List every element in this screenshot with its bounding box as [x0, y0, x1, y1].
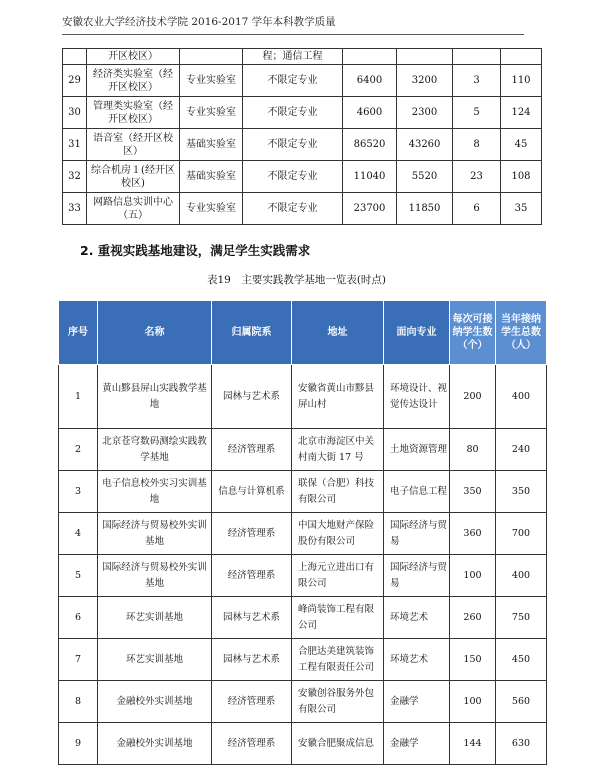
lab-cell-hours: 124 — [501, 97, 542, 129]
base-cell-no: 7 — [59, 639, 98, 681]
lab-cell-count — [453, 49, 501, 65]
base-cell-per: 80 — [450, 429, 496, 471]
base-cell-no: 3 — [59, 471, 98, 513]
base-cell-dept: 园林与艺术系 — [212, 365, 292, 429]
base-cell-major: 电子信息工程 — [384, 471, 450, 513]
lab-cell-hours: 35 — [501, 193, 542, 225]
base-cell-per: 200 — [450, 365, 496, 429]
header-addr: 地址 — [292, 301, 384, 365]
lab-cell-major: 不限定专业 — [243, 129, 343, 161]
base-cell-major: 环境艺术 — [384, 639, 450, 681]
base-cell-no: 6 — [59, 597, 98, 639]
base-row — [59, 471, 547, 513]
table-caption: 表19 主要实践教学基地一览表(时点) — [206, 274, 387, 286]
labs-table — [62, 48, 542, 225]
base-row — [59, 597, 547, 639]
base-cell-addr: 中国大地财产保险股份有限公司 — [292, 513, 384, 555]
base-cell-no: 8 — [59, 681, 98, 723]
base-cell-total: 400 — [496, 555, 547, 597]
lab-cell-type — [180, 49, 243, 65]
lab-cell-area: 6400 — [343, 65, 397, 97]
lab-cell-major: 程；通信工程 — [243, 49, 343, 65]
lab-cell-count: 6 — [453, 193, 501, 225]
base-cell-total: 350 — [496, 471, 547, 513]
base-cell-dept: 园林与艺术系 — [212, 597, 292, 639]
base-cell-dept: 园林与艺术系 — [212, 639, 292, 681]
base-cell-name: 国际经济与贸易校外实训基地 — [98, 513, 212, 555]
lab-cell-hours — [501, 49, 542, 65]
base-cell-dept: 经济管理系 — [212, 429, 292, 471]
lab-cell-type: 基础实验室 — [180, 161, 243, 193]
base-cell-no: 1 — [59, 365, 98, 429]
lab-cell-type: 专业实验室 — [180, 65, 243, 97]
lab-row — [63, 193, 542, 225]
base-cell-per: 350 — [450, 471, 496, 513]
lab-cell-count: 5 — [453, 97, 501, 129]
base-cell-name: 国际经济与贸易校外实训基地 — [98, 555, 212, 597]
base-row — [59, 365, 547, 429]
base-cell-dept: 经济管理系 — [212, 723, 292, 765]
lab-cell-value: 5520 — [397, 161, 453, 193]
lab-cell-major: 不限定专业 — [243, 97, 343, 129]
lab-row — [63, 161, 542, 193]
base-cell-major: 环境艺术 — [384, 597, 450, 639]
base-cell-dept: 经济管理系 — [212, 513, 292, 555]
lab-cell-no: 33 — [63, 193, 87, 225]
base-cell-total: 630 — [496, 723, 547, 765]
lab-row — [63, 49, 542, 65]
lab-cell-type: 基础实验室 — [180, 129, 243, 161]
lab-cell-major: 不限定专业 — [243, 193, 343, 225]
base-cell-addr: 北京市海淀区中关村南大街 17 号 — [292, 429, 384, 471]
base-row — [59, 639, 547, 681]
base-cell-name: 金融校外实训基地 — [98, 681, 212, 723]
base-cell-major: 国际经济与贸易 — [384, 513, 450, 555]
base-cell-per: 144 — [450, 723, 496, 765]
base-cell-major: 金融学 — [384, 681, 450, 723]
lab-cell-name: 经济类实验室（经开区校区） — [87, 65, 180, 97]
base-cell-total: 400 — [496, 365, 547, 429]
lab-cell-name: 语音室（经开区校区） — [87, 129, 180, 161]
lab-cell-value: 3200 — [397, 65, 453, 97]
base-cell-addr: 安徽合肥聚成信息 — [292, 723, 384, 765]
base-cell-addr: 上海元立进出口有限公司 — [292, 555, 384, 597]
lab-row — [63, 65, 542, 97]
base-cell-major: 国际经济与贸易 — [384, 555, 450, 597]
lab-cell-major: 不限定专业 — [243, 161, 343, 193]
base-cell-name: 电子信息校外实习实训基地 — [98, 471, 212, 513]
base-cell-name: 北京苍穹数码测绘实践教学基地 — [98, 429, 212, 471]
base-cell-name: 环艺实训基地 — [98, 597, 212, 639]
base-cell-no: 5 — [59, 555, 98, 597]
lab-row — [63, 129, 542, 161]
base-cell-per: 360 — [450, 513, 496, 555]
base-cell-addr: 安徽省黄山市黟县屏山村 — [292, 365, 384, 429]
lab-cell-name: 管理类实验室（经开区校区） — [87, 97, 180, 129]
base-cell-addr: 合肥达美建筑装饰工程有限责任公司 — [292, 639, 384, 681]
lab-cell-major: 不限定专业 — [243, 65, 343, 97]
base-cell-total: 700 — [496, 513, 547, 555]
header-major: 面向专业 — [384, 301, 450, 365]
lab-cell-area — [343, 49, 397, 65]
lab-cell-no: 30 — [63, 97, 87, 129]
base-row — [59, 723, 547, 765]
lab-cell-value — [397, 49, 453, 65]
lab-cell-area: 23700 — [343, 193, 397, 225]
lab-cell-value: 11850 — [397, 193, 453, 225]
base-cell-total: 560 — [496, 681, 547, 723]
base-cell-total: 450 — [496, 639, 547, 681]
lab-cell-count: 3 — [453, 65, 501, 97]
lab-cell-count: 23 — [453, 161, 501, 193]
base-cell-major: 金融学 — [384, 723, 450, 765]
base-cell-name: 金融校外实训基地 — [98, 723, 212, 765]
lab-cell-area: 11040 — [343, 161, 397, 193]
base-cell-major: 土地资源管理 — [384, 429, 450, 471]
base-cell-per: 260 — [450, 597, 496, 639]
base-cell-addr: 峰尚装饰工程有限公司 — [292, 597, 384, 639]
bases-header-row — [59, 301, 547, 365]
header-total: 当年接纳学生总数（人） — [496, 301, 547, 365]
header-per: 每次可接纳学生数（个） — [450, 301, 496, 365]
base-cell-name: 黄山黟县屏山实践教学基地 — [98, 365, 212, 429]
base-cell-dept: 经济管理系 — [212, 681, 292, 723]
base-cell-no: 9 — [59, 723, 98, 765]
lab-row — [63, 97, 542, 129]
header-name: 名称 — [98, 301, 212, 365]
lab-cell-no: 31 — [63, 129, 87, 161]
base-row — [59, 513, 547, 555]
lab-cell-name: 综合机房１(经开区校区) — [87, 161, 180, 193]
base-cell-addr: 安徽创谷服务外包有限公司 — [292, 681, 384, 723]
lab-cell-name: 开区校区） — [87, 49, 180, 65]
lab-cell-hours: 45 — [501, 129, 542, 161]
lab-cell-hours: 110 — [501, 65, 542, 97]
base-cell-total: 240 — [496, 429, 547, 471]
header-dept: 归属院系 — [212, 301, 292, 365]
base-cell-dept: 信息与计算机系 — [212, 471, 292, 513]
base-cell-no: 4 — [59, 513, 98, 555]
base-cell-dept: 经济管理系 — [212, 555, 292, 597]
lab-cell-hours: 108 — [501, 161, 542, 193]
lab-cell-value: 2300 — [397, 97, 453, 129]
lab-cell-type: 专业实验室 — [180, 193, 243, 225]
base-cell-total: 750 — [496, 597, 547, 639]
lab-cell-type: 专业实验室 — [180, 97, 243, 129]
base-row — [59, 429, 547, 471]
lab-cell-no — [63, 49, 87, 65]
lab-cell-no: 29 — [63, 65, 87, 97]
lab-cell-area: 4600 — [343, 97, 397, 129]
section-heading: 2. 重视实践基地建设，满足学生实践需求 — [80, 243, 311, 258]
base-cell-per: 100 — [450, 681, 496, 723]
base-cell-no: 2 — [59, 429, 98, 471]
lab-cell-name: 网路信息实训中心（五） — [87, 193, 180, 225]
lab-cell-count: 8 — [453, 129, 501, 161]
base-cell-name: 环艺实训基地 — [98, 639, 212, 681]
base-row — [59, 681, 547, 723]
base-cell-per: 100 — [450, 555, 496, 597]
lab-cell-no: 32 — [63, 161, 87, 193]
page-header: 安徽农业大学经济技术学院 2016-2017 学年本科教学质量 — [62, 14, 524, 35]
lab-cell-area: 86520 — [343, 129, 397, 161]
base-row — [59, 555, 547, 597]
base-cell-per: 150 — [450, 639, 496, 681]
bases-table — [58, 300, 547, 765]
base-cell-addr: 联保（合肥）科技有限公司 — [292, 471, 384, 513]
lab-cell-value: 43260 — [397, 129, 453, 161]
base-cell-major: 环境设计、视觉传达设计 — [384, 365, 450, 429]
header-no: 序号 — [59, 301, 98, 365]
